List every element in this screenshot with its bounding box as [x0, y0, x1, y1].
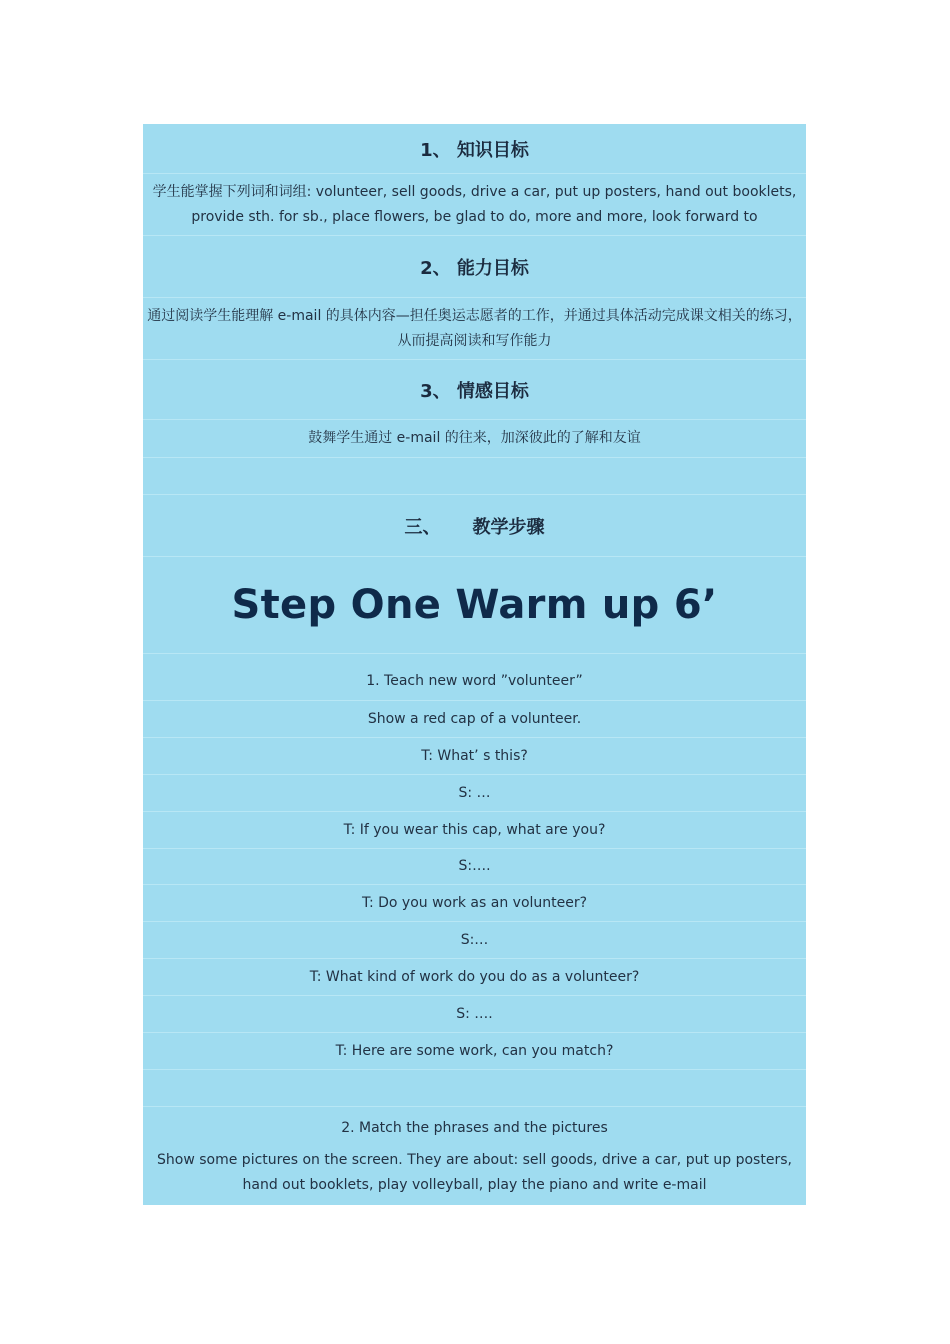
- step-line: T: What’ s this?: [421, 747, 528, 764]
- step-line-row: [143, 775, 806, 812]
- step-line-row: [143, 959, 806, 996]
- step-one-title-row: [143, 557, 806, 654]
- emotion-body-row: [143, 420, 806, 458]
- step-line-row: [143, 738, 806, 775]
- step-line: Show a red cap of a volunteer.: [367, 710, 582, 727]
- step-line: S: ….: [456, 1005, 493, 1022]
- spacer-row: [143, 458, 806, 495]
- step-line-row: [143, 922, 806, 959]
- step-line-row: [143, 654, 806, 701]
- step-line-row: [143, 1033, 806, 1070]
- step-one-title: Step One Warm up 6’: [231, 582, 718, 628]
- ability-body: 通过阅读学生能理解 e-mail 的具体内容—担任奥运志愿者的工作，并通过具体活动完成课文相关的练习，从而提高阅读和写作能力: [147, 307, 802, 349]
- document-panel: [143, 124, 806, 1205]
- step-line: S:…: [460, 931, 489, 948]
- knowledge-heading: [143, 124, 806, 174]
- ability-heading: [143, 236, 806, 298]
- step-line: T: If you wear this cap, what are you?: [343, 821, 606, 838]
- step-line-row: [143, 996, 806, 1033]
- step-line: T: What kind of work do you do as a volunteer?: [309, 968, 640, 985]
- step-line: T: Here are some work, can you match?: [335, 1042, 614, 1059]
- ability-title: 2、 能力目标: [420, 257, 529, 279]
- match-body-row: [143, 1141, 806, 1205]
- steps-heading-text: [405, 513, 545, 539]
- steps-heading-title: 教学步骤: [472, 516, 545, 538]
- ability-body-row: [143, 298, 806, 360]
- knowledge-body-row: [143, 174, 806, 236]
- knowledge-title: 1、 知识目标: [420, 139, 529, 161]
- match-body: Show some pictures on the screen. They are about: sell goods, drive a car, put up posters, hand out booklets, play volleyball, play the piano and write e-mail: [157, 1152, 792, 1193]
- step-line-row: [143, 849, 806, 885]
- steps-heading: [143, 495, 806, 557]
- emotion-heading: [143, 360, 806, 420]
- step-line-row: [143, 885, 806, 922]
- step-line-row: [143, 701, 806, 738]
- spacer-row: [143, 1070, 806, 1107]
- match-title-row: [143, 1107, 806, 1141]
- emotion-body: 鼓舞学生通过 e-mail 的往来，加深彼此的了解和友谊: [308, 430, 641, 446]
- knowledge-body: 学生能掌握下列词和词组: volunteer, sell goods, drive a car, put up posters, hand out booklets, provide sth. for sb., place flowers, be glad to do, more and more, look forward to: [152, 183, 797, 225]
- step-line-row: [143, 812, 806, 849]
- step-line: S: …: [458, 784, 491, 801]
- steps-heading-number: 三、: [404, 516, 441, 538]
- match-title: 2. Match the phrases and the pictures: [341, 1120, 608, 1136]
- emotion-title: 3、 情感目标: [420, 380, 529, 402]
- step-line: S:….: [458, 858, 491, 874]
- step-line: T: Do you work as an volunteer?: [361, 894, 588, 911]
- step-line: 1. Teach new word ”volunteer”: [366, 673, 583, 689]
